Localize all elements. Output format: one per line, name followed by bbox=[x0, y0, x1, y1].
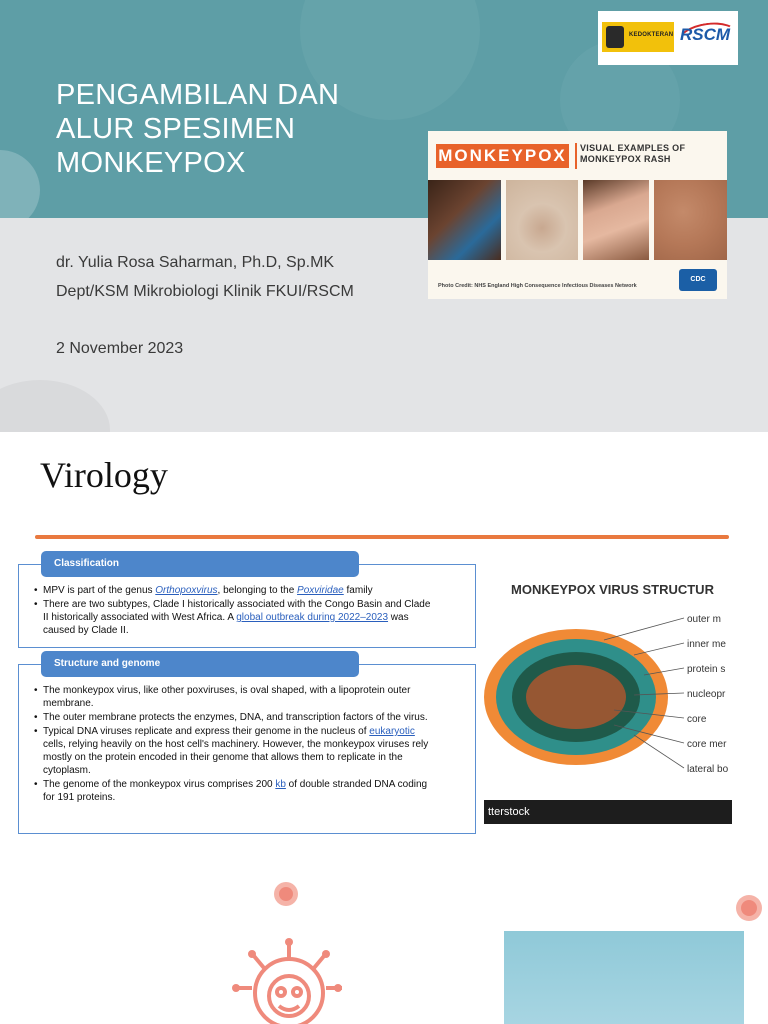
poster-subheading-line: MONKEYPOX RASH bbox=[580, 154, 671, 164]
decor-dot bbox=[279, 887, 293, 901]
slide-title: Virology bbox=[40, 455, 168, 495]
poster-subheading bbox=[580, 143, 710, 165]
poster-subheading-line: VISUAL EXAMPLES OF bbox=[580, 143, 686, 153]
photo-credit: Photo Credit: NHS England High Consequence Infectious Diseases Network bbox=[438, 283, 637, 289]
classification-bullets bbox=[38, 584, 438, 638]
title-line: ALUR SPESIMEN bbox=[56, 113, 296, 145]
bullet-text: , belonging to the bbox=[217, 585, 298, 596]
virus-label: core mer bbox=[687, 739, 727, 750]
bullet-item bbox=[38, 725, 438, 777]
bullet-text: There are two subtypes, Clade I historically associated with the Congo Basin and Clade II historically associated with West Africa. A bbox=[43, 599, 431, 623]
structure-bullets bbox=[38, 684, 438, 805]
preview-photo bbox=[504, 931, 744, 1024]
poster-divider bbox=[575, 143, 577, 169]
nucleoprotein-shape bbox=[526, 665, 626, 729]
orthopoxvirus-link[interactable]: Orthopoxvirus bbox=[155, 585, 218, 596]
bullet-text: cells, relying heavily on the host cell's machinery. However, the monkeypox viruses rely mostly on the protein encoded in their genome that allows them to replicate in the cytoplasm. bbox=[43, 739, 429, 776]
eukaryotic-link[interactable]: eukaryotic bbox=[369, 726, 415, 737]
decor-blob bbox=[0, 150, 40, 218]
monkey-virus-icon bbox=[232, 938, 342, 1024]
crest-icon bbox=[606, 26, 624, 48]
virus-label: protein s bbox=[687, 664, 726, 675]
virus-label: core bbox=[687, 714, 707, 725]
author-department: Dept/KSM Mikrobiologi Klinik FKUI/RSCM bbox=[56, 283, 354, 300]
institution-logos bbox=[598, 11, 738, 65]
virus-label: nucleopr bbox=[687, 689, 726, 700]
bullet-item bbox=[38, 598, 438, 637]
bullet-text: MPV is part of the genus bbox=[43, 585, 156, 596]
stock-watermark-bar: tterstock bbox=[484, 800, 732, 824]
next-slide-preview bbox=[0, 838, 768, 1024]
slide-title bbox=[56, 78, 396, 180]
fkui-logo bbox=[602, 22, 674, 52]
bullet-text: of double stranded DNA coding for 191 proteins. bbox=[43, 779, 428, 803]
title-line: PENGAMBILAN DAN bbox=[56, 79, 340, 111]
title-slide bbox=[0, 0, 768, 432]
poxviridae-link[interactable]: Poxviridae bbox=[297, 585, 344, 596]
bullet-item bbox=[38, 584, 438, 597]
bullet-text: was caused by Clade II. bbox=[43, 612, 409, 636]
decor-dot bbox=[741, 900, 757, 916]
virus-figure-title: MONKEYPOX VIRUS STRUCTUR bbox=[511, 582, 714, 597]
global-outbreak-link[interactable]: global outbreak during 2022–2023 bbox=[236, 612, 389, 623]
virus-label: inner me bbox=[687, 639, 726, 650]
rscm-logo: RSCM bbox=[680, 25, 731, 44]
rash-photo-finger bbox=[583, 180, 649, 260]
author-name: dr. Yulia Rosa Saharman, Ph.D, Sp.MK bbox=[56, 254, 335, 271]
bullet-text: The genome of the monkeypox virus comprises 200 bbox=[43, 779, 276, 790]
bullet-text: Typical DNA viruses replicate and express their genome in the nucleus of bbox=[43, 726, 370, 737]
presentation-date: 2 November 2023 bbox=[56, 340, 184, 357]
fkui-logo-text: KEDOKTERAN bbox=[629, 32, 674, 38]
structure-heading: Structure and genome bbox=[41, 651, 359, 677]
rash-photo-hand bbox=[428, 180, 501, 260]
bullet-item: • The monkeypox virus, like other poxviruses, is oval shaped, with a lipoprotein outer membrane. bbox=[38, 684, 438, 710]
virology-slide bbox=[0, 432, 768, 838]
bullet-item bbox=[38, 778, 438, 804]
poster-heading: MONKEYPOX bbox=[436, 144, 569, 168]
kb-link[interactable]: kb bbox=[275, 779, 286, 790]
bullet-item: • The outer membrane protects the enzymes, DNA, and transcription factors of the virus. bbox=[38, 711, 438, 724]
virus-label: outer m bbox=[687, 614, 721, 625]
rash-photo-torso bbox=[654, 180, 727, 260]
bullet-text: family bbox=[343, 585, 373, 596]
cdc-logo: CDC bbox=[679, 269, 717, 291]
classification-heading: Classification bbox=[41, 551, 359, 577]
title-separator bbox=[35, 535, 729, 539]
virus-structure-figure bbox=[484, 570, 732, 824]
virus-label: lateral bo bbox=[687, 764, 729, 775]
rash-photo-skin bbox=[506, 180, 578, 260]
monkeypox-rash-poster bbox=[428, 131, 727, 299]
title-line: MONKEYPOX bbox=[56, 147, 246, 179]
decor-blob bbox=[0, 380, 110, 432]
